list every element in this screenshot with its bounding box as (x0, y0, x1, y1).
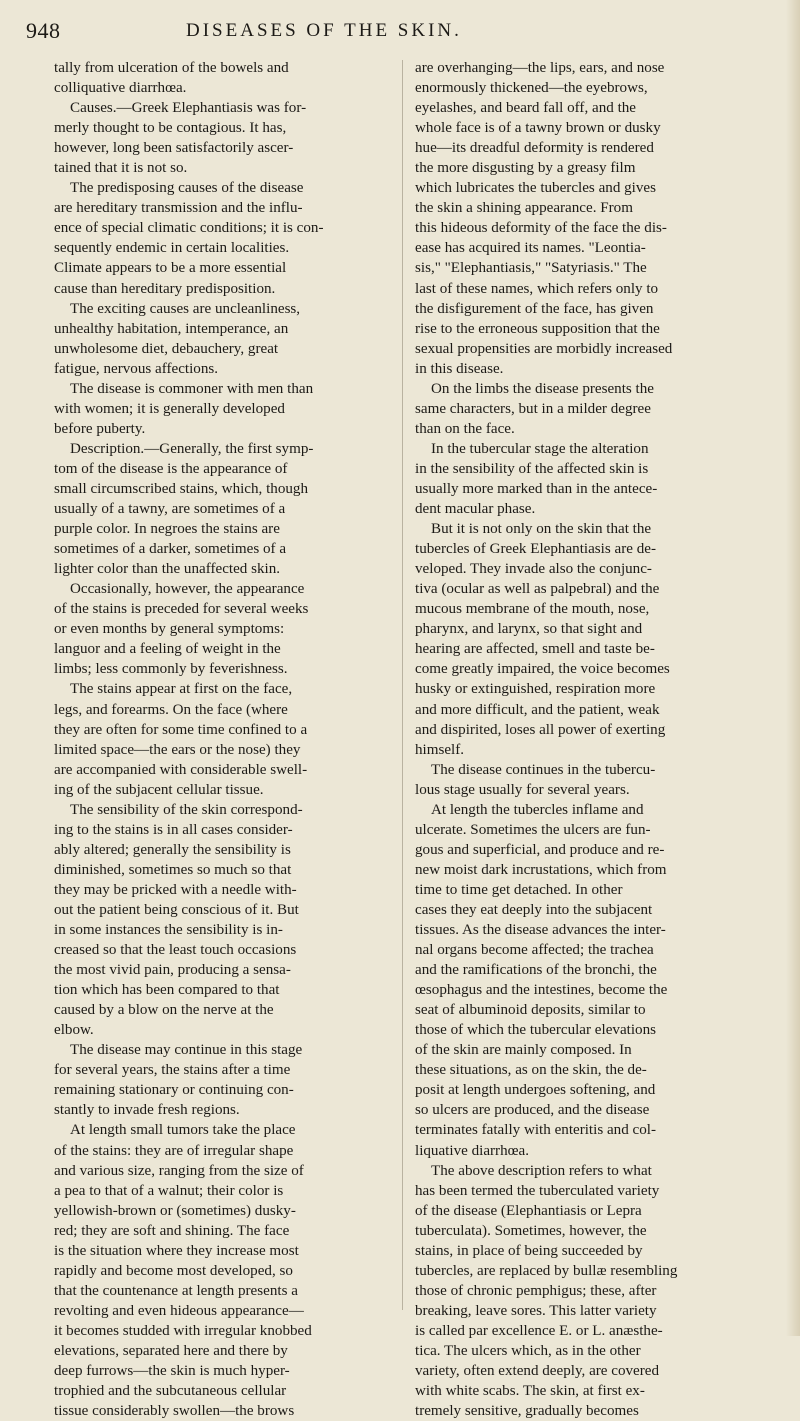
text-line: The above description refers to what (431, 1162, 652, 1179)
text-line: in the sensibility of the affected skin is (415, 460, 649, 477)
text-line: this hideous deformity of the face the dis- (415, 220, 667, 237)
text-line: however, long been satisfactorily ascer- (54, 140, 294, 157)
text-line: and more difficult, and the patient, weak (415, 701, 660, 718)
text-line: veloped. They invade also the conjunc- (415, 561, 652, 578)
text-line: The disease is commoner with men than (70, 380, 314, 397)
text-line: unhealthy habitation, intemperance, an (54, 320, 289, 337)
text-line: are overhanging—the lips, ears, and nose (415, 60, 665, 76)
text-line: tica. The ulcers which, as in the other (415, 1343, 641, 1359)
text-line: with white scabs. The skin, at first ex- (415, 1383, 645, 1400)
column-divider (402, 60, 403, 1310)
left-column (54, 58, 399, 1421)
text-line: ulcerate. Sometimes the ulcers are fun- (415, 821, 651, 838)
text-line: ease has acquired its names. "Leontia- (415, 240, 646, 257)
text-line: and various size, ranging from the size of (54, 1162, 304, 1179)
running-head: DISEASES OF THE SKIN. (186, 20, 462, 41)
text-line: hue—its dreadful deformity is rendered (415, 140, 654, 157)
text-line: for several years, the stains after a time (54, 1062, 291, 1079)
text-line: usually more marked than in the antece- (415, 480, 658, 497)
text-line: of the skin are mainly composed. In (415, 1042, 632, 1059)
text-line: limited space—the ears or the nose) they (54, 741, 301, 758)
text-line: elevations, separated here and there by (54, 1343, 288, 1359)
text-line: fatigue, nervous affections. (54, 360, 219, 377)
text-line: of the stains: they are of irregular shape (54, 1142, 294, 1159)
text-line: himself. (415, 741, 465, 758)
text-line: it becomes studded with irregular knobbed (54, 1322, 312, 1339)
text-line: tubercles of Greek Elephantiasis are de- (415, 541, 656, 558)
text-line: tom of the disease is the appearance of (54, 460, 288, 477)
text-line: tally from ulceration of the bowels and (54, 60, 289, 76)
text-line: which lubricates the tubercles and gives (415, 180, 656, 197)
text-line: ing to the stains is in all cases consider- (54, 821, 293, 838)
text-line: ence of special climatic conditions; it is con- (54, 220, 324, 237)
text-line: they may be pricked with a needle with- (54, 881, 297, 898)
text-line: But it is not only on the skin that the (431, 521, 652, 538)
text-line: are hereditary transmission and the influ- (54, 200, 303, 217)
text-line: cases they eat deeply into the subjacent (415, 901, 653, 918)
text-line: and the ramifications of the bronchi, the (415, 962, 657, 979)
text-line: small circumscribed stains, which, though (54, 480, 309, 497)
text-line: The disease may continue in this stage (70, 1042, 303, 1059)
text-line: tion which has been compared to that (54, 982, 280, 999)
text-line: same characters, but in a milder degree (415, 400, 651, 417)
text-line: Occasionally, however, the appearance (70, 581, 305, 598)
text-line: colliquative diarrhœa. (54, 80, 187, 97)
text-line: than on the face. (415, 420, 515, 437)
text-line: the most vivid pain, producing a sensa- (54, 962, 291, 979)
text-line: Climate appears to be a more essential (54, 260, 287, 277)
text-line: in some instances the sensibility is in- (54, 922, 283, 939)
text-line: sometimes of a darker, sometimes of a (54, 541, 287, 558)
text-line: sequently endemic in certain localities. (54, 240, 290, 257)
text-line: elbow. (54, 1022, 94, 1039)
text-line: tissue considerably swollen—the brows (54, 1403, 295, 1420)
text-line: of the stains is preceded for several weeks (54, 601, 309, 618)
text-line: liquative diarrhœa. (415, 1142, 529, 1159)
text-line: creased so that the least touch occasions (54, 942, 297, 959)
text-line: those of which the tubercular elevations (415, 1022, 656, 1039)
text-line: these situations, as on the skin, the de- (415, 1062, 647, 1079)
text-line: The exciting causes are uncleanliness, (70, 300, 301, 317)
text-line: with women; it is generally developed (54, 400, 285, 417)
text-line: stains, in place of being succeeded by (415, 1242, 643, 1259)
text-line: or even months by general symptoms: (54, 621, 285, 638)
text-line: sis," "Elephantiasis," "Satyriasis." The (415, 260, 647, 277)
text-line: the skin a shining appearance. From (415, 200, 633, 217)
text-line: yellowish-brown or (sometimes) dusky- (54, 1202, 296, 1219)
text-line: cause than hereditary predisposition. (54, 280, 276, 297)
text-line: and dispirited, loses all power of exerting (415, 721, 666, 738)
text-line: mucous membrane of the mouth, nose, (415, 601, 650, 618)
text-line: limbs; less commonly by feverishness. (54, 661, 288, 678)
text-line: a pea to that of a walnut; their color is (54, 1182, 284, 1199)
text-line: whole face is of a tawny brown or dusky (415, 120, 661, 137)
text-line: stantly to invade fresh regions. (54, 1102, 240, 1119)
text-line: tiva (ocular as well as palpebral) and the (415, 581, 660, 598)
text-line: usually of a tawny, are sometimes of a (54, 501, 286, 518)
text-line: Causes.—Greek Elephantiasis was for- (70, 100, 307, 117)
text-line: The sensibility of the skin correspond- (70, 801, 303, 818)
page-number: 948 (26, 18, 61, 43)
text-line: ing of the subjacent cellular tissue. (54, 781, 264, 798)
text-line: posit at length undergoes softening, and (415, 1082, 656, 1099)
text-line: deep furrows—the skin is much hyper- (54, 1363, 290, 1380)
text-line: œsophagus and the intestines, become the (415, 982, 668, 999)
text-line: In the tubercular stage the alteration (431, 440, 649, 457)
text-line: The stains appear at first on the face, (70, 681, 293, 698)
text-line: is called par excellence E. or L. anæsthe- (415, 1322, 663, 1339)
text-line: legs, and forearms. On the face (where (54, 701, 288, 718)
text-line: terminates fatally with enteritis and col- (415, 1122, 656, 1139)
text-line: revolting and even hideous appearance— (54, 1302, 304, 1319)
text-line: The disease continues in the tubercu- (431, 761, 656, 778)
text-line: so ulcers are produced, and the disease (415, 1102, 650, 1119)
text-line: rise to the erroneous supposition that the (415, 320, 660, 337)
text-line: At length small tumors take the place (70, 1122, 296, 1139)
text-line: they are often for some time confined to a (54, 721, 308, 738)
text-line: hearing are affected, smell and taste be- (415, 641, 655, 658)
text-line: that the countenance at length presents a (54, 1282, 298, 1299)
right-column (415, 58, 760, 1421)
text-line: in this disease. (415, 360, 504, 377)
text-line: red; they are soft and shining. The face (54, 1222, 290, 1239)
text-line: last of these names, which refers only to (415, 280, 659, 297)
text-line: out the patient being conscious of it. But (54, 901, 299, 918)
text-line: before puberty. (54, 420, 146, 437)
text-line: At length the tubercles inflame and (431, 801, 644, 818)
text-line: gous and superficial, and produce and re- (415, 841, 665, 858)
text-line: new moist dark incrustations, which from (415, 861, 667, 878)
text-line: tuberculata). Sometimes, however, the (415, 1222, 647, 1239)
text-line: the disfigurement of the face, has given (415, 300, 654, 317)
text-line: languor and a feeling of weight in the (54, 641, 281, 658)
text-line: enormously thickened—the eyebrows, (415, 80, 648, 97)
text-line: purple color. In negroes the stains are (54, 521, 280, 538)
text-line: Description.—Generally, the first symp- (70, 440, 314, 457)
text-line: lighter color than the unaffected skin. (54, 561, 281, 578)
text-line: ably altered; generally the sensibility is (54, 841, 291, 858)
text-line: the more disgusting by a greasy film (415, 160, 636, 177)
text-line: unwholesome diet, debauchery, great (54, 340, 279, 357)
text-line: husky or extinguished, respiration more (415, 681, 656, 698)
text-line: remaining stationary or continuing con- (54, 1082, 294, 1099)
text-line: of the disease (Elephantiasis or Lepra (415, 1202, 642, 1219)
text-line: tained that it is not so. (54, 160, 188, 177)
page-header (26, 18, 740, 42)
text-line: lous stage usually for several years. (415, 781, 630, 798)
text-line: sexual propensities are morbidly increased (415, 340, 673, 357)
text-line: merly thought to be contagious. It has, (54, 120, 287, 137)
text-line: tremely sensitive, gradually becomes (415, 1403, 639, 1420)
text-line: The predisposing causes of the disease (70, 180, 304, 197)
text-line: seat of albuminoid deposits, similar to (415, 1002, 646, 1019)
text-line: are accompanied with considerable swell- (54, 761, 308, 778)
text-line: dent macular phase. (415, 501, 536, 518)
page-edge (786, 0, 800, 1336)
text-line: tubercles, are replaced by bullæ resembling (415, 1262, 678, 1279)
text-line: has been termed the tuberculated variety (415, 1182, 660, 1199)
text-line: come greatly impaired, the voice becomes (415, 661, 670, 678)
text-line: rapidly and become most developed, so (54, 1262, 293, 1279)
text-line: tissues. As the disease advances the inter- (415, 922, 666, 939)
text-line: diminished, sometimes so much so that (54, 861, 292, 878)
text-line: is the situation where they increase most (54, 1242, 299, 1259)
text-line: variety, often extend deeply, are covered (415, 1363, 660, 1380)
text-line: eyelashes, and beard fall off, and the (415, 100, 637, 117)
text-line: caused by a blow on the nerve at the (54, 1002, 274, 1019)
text-line: those of chronic pemphigus; these, after (415, 1282, 657, 1299)
text-line: trophied and the subcutaneous cellular (54, 1383, 287, 1400)
text-line: nal organs become affected; the trachea (415, 942, 654, 959)
text-line: On the limbs the disease presents the (431, 380, 655, 397)
text-line: breaking, leave sores. This latter variety (415, 1302, 657, 1319)
text-line: time to time get detached. In other (415, 881, 623, 898)
text-line: pharynx, and larynx, so that sight and (415, 621, 643, 638)
